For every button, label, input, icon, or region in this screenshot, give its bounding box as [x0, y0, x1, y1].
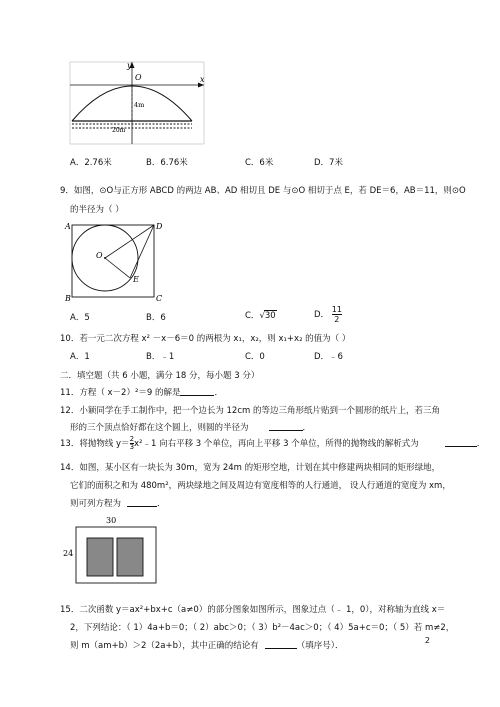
q12-line-1: 12．小颖同学在手工制作中，把一个边长为 12cm 的等边三角形纸片贴到一个圆形的纸片上，若三角 [60, 406, 440, 416]
answer-blank [127, 497, 157, 507]
q14-line-3: 则可列方程为 ． [70, 499, 166, 509]
answer-blank [445, 437, 477, 447]
q9-option-b: B．6 [146, 313, 166, 323]
vertex-d-label: D [156, 222, 163, 231]
q10-option-d: D．﹣6 [314, 352, 343, 362]
height-label: 4m [134, 101, 145, 109]
q10-text: 10．若一元二次方程 x² －x－6＝0 的两根为 x₁，x₂，则 x₁+x₂ 的值为（ ） [60, 334, 351, 344]
answer-blank [269, 421, 303, 431]
q9-option-c: C．√30 [245, 311, 276, 321]
q8-option-c: C．6米 [245, 158, 274, 168]
q10-option-a: A．1 [70, 352, 90, 362]
sqrt-30: 30 [264, 311, 276, 321]
fraction-11-2: $\frac{11}{2}$ [331, 305, 342, 324]
width-24-label: 24 [63, 549, 74, 558]
y-axis-label: y [127, 61, 132, 70]
fraction-2-3: $\frac{2}{3}$ [129, 435, 135, 451]
vertex-c-label: C [156, 294, 163, 302]
q9-line-1: 9．如图，⊙O与正方形 ABCD 的两边 AB、AD 相切且 DE 与⊙O 相切于点 E，若 DE＝6，AB＝11，则⊙O [60, 186, 466, 196]
q13-text: 13．将抛物线 y＝ $\frac{2}{3}$ x²﹣1 向右平移 3 个单位，再向上平移 3 个单位，所得的抛物线的解析式为 ． [60, 435, 486, 451]
q15-line-3: 则 m（am+b）＞2（2a+b），其中正确的结论有 （填序号）． [70, 641, 344, 651]
x-axis-label: x [200, 75, 205, 84]
q14-line-2: 它们的面积之和为 480m²，两块绿地之间及周边有宽度相等的人行通道， 设人行通道的宽度为 xm， [70, 481, 451, 491]
q8-option-a: A．2.76米 [70, 158, 112, 168]
q9-option-d: D． $\frac{11}{2}$ [314, 305, 342, 324]
rectangle-lawn-figure [62, 514, 162, 586]
q9-line-2: 的半径为（ ） [70, 205, 124, 215]
origin-label: O [135, 73, 142, 82]
length-30-label: 30 [106, 516, 117, 525]
q10-option-c: C．0 [245, 352, 265, 362]
q14-line-1: 14．如图，某小区有一块长为 30m，宽为 24m 的矩形空地，计划在其中修建两块相同的矩形绿地， [60, 463, 441, 473]
circle-square-figure [64, 218, 168, 302]
answer-blank [180, 386, 214, 396]
width-label: 20m [112, 127, 126, 134]
section-2-heading: 二．填空题（共 6 小题，满分 18 分，每小题 3 分） [60, 371, 260, 381]
answer-blank [265, 639, 297, 649]
q12-line-2: 形的三个顶点恰好都在这个圆上，则圆的半径为 ． [70, 423, 312, 433]
q11-text: 11．方程（ x－2）²＝9 的解是 ． [60, 388, 223, 398]
q9-option-a: A．5 [70, 313, 90, 323]
q8-option-d: D．7米 [314, 158, 343, 168]
vertex-a-label: A [65, 222, 71, 231]
vertex-b-label: B [65, 294, 71, 302]
q15-line-1: 15．二次函数 y＝ax²+bx+c（a≠0）的部分图象如图所示，图象过点（﹣ 1，0），对称轴为直线 x＝ [60, 605, 446, 615]
center-o-label: O [96, 251, 103, 260]
point-e-label: E [133, 275, 139, 284]
q10-option-b: B．﹣1 [146, 352, 175, 362]
page-number: 2 [424, 636, 430, 645]
q8-option-b: B．6.76米 [146, 158, 188, 168]
bridge-parabola-figure [66, 58, 216, 146]
q15-line-2: 2，下列结论：（ 1）4a+b＝0；（ 2）abc＞0；（ 3）b²－4ac＞0；（ 4）5a+c＝0；（ 5）若 m≠2， [70, 623, 455, 633]
